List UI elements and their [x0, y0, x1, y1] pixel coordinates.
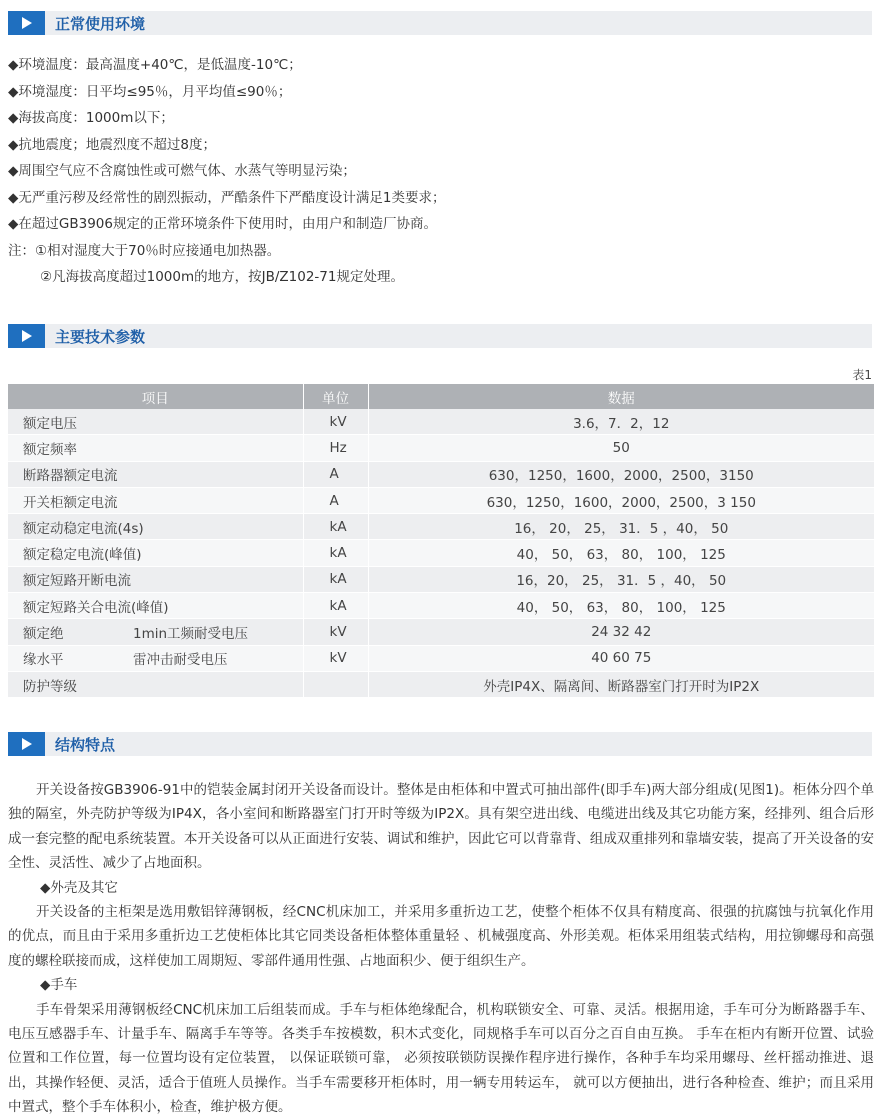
structure-body: [8, 778, 874, 1120]
cell-data: 630，1250，1600，2000，2500，3150: [368, 461, 874, 487]
cell-data: 40， 50， 63， 80， 100， 125: [368, 593, 874, 619]
table-row-insulation-2: [8, 645, 874, 671]
env-item: ◆环境湿度：日平均≤95％，月平均值≤90％；: [8, 83, 292, 100]
cell-data: 3.6，7．2，12: [368, 409, 874, 435]
cell-unit: kA: [303, 593, 368, 619]
table-row: [8, 409, 874, 435]
env-item: ◆抗地震度；地震烈度不超过8度；: [8, 136, 216, 153]
cell-data: 630，1250，1600，2000，2500，3 150: [368, 487, 874, 513]
cell-unit: kV: [303, 409, 368, 435]
table-row: [8, 487, 874, 513]
cell-item: 防护等级: [8, 671, 303, 697]
cell-item: 额定动稳定电流(4s): [8, 514, 303, 540]
insulation-label-bottom: 缘水平: [23, 652, 64, 669]
play-arrow-icon: [8, 324, 45, 348]
table-row: [8, 540, 874, 566]
env-item: ◆在超过GB3906规定的正常环境条件下使用时，由用户和制造厂协商。: [8, 216, 437, 232]
table-caption: 表1: [852, 368, 872, 382]
cell-data: 16， 20， 25， 31．5 ，40， 50: [368, 514, 874, 540]
cell-unit: kV: [303, 645, 368, 671]
env-item: ◆周围空气应不含腐蚀性或可燃气体、水蒸气等明显污染；: [8, 163, 356, 179]
cell-data: 外壳IP4X、隔离间、断路器室门打开时为IP2X: [368, 671, 874, 697]
table-row: [8, 514, 874, 540]
cell-unit: kA: [303, 540, 368, 566]
cell-item: 断路器额定电流: [8, 461, 303, 487]
section-header-tech-params: [8, 324, 872, 348]
cell-unit: Hz: [303, 435, 368, 461]
note-text: ②凡海拔高度超过1000m的地方，按JB/Z102-71规定处理。: [40, 269, 404, 285]
section-title: 主要技术参数: [55, 327, 146, 346]
header-unit: 单位: [303, 384, 368, 409]
cell-unit: [303, 671, 368, 697]
section-title: 结构特点: [55, 735, 116, 754]
subheading: ◆手车: [40, 977, 78, 994]
cell-item: 开关柜额定电流: [8, 487, 303, 513]
header-item: 项目: [8, 384, 303, 409]
section-header-environment: [8, 11, 872, 35]
cell-item: 额定短路开断电流: [8, 566, 303, 592]
cell-item: 额定短路关合电流(峰值): [8, 593, 303, 619]
cell-item: 额定频率: [8, 435, 303, 461]
note-line: [8, 264, 868, 291]
play-arrow-icon: [8, 11, 45, 35]
env-item: ◆环境温度：最高温度+40℃，是低温度-10℃；: [8, 57, 302, 73]
section-title: 正常使用环境: [55, 14, 146, 33]
table-row: [8, 671, 874, 697]
table-header-row: [8, 384, 874, 409]
env-item: ◆无严重污秽及经常性的剧烈振动，严酷条件下严酷度设计满足1类要求；: [8, 189, 446, 206]
insulation-label-top: 额定绝: [23, 626, 64, 643]
insulation-sub-label: 雷冲击耐受电压: [133, 652, 228, 669]
paragraph: 开关设备的主柜架是选用敷铝锌薄钢板，经CNC机床加工，并采用多重折边工艺，使整个柜体不仅具有精度高、很强的抗腐蚀与抗氧化作用的优点，而且由于采用多重折边工艺使柜体比其它同类设备柜体整体重量轻 、机械强度高、外形美观。柜体采用组装式结构，用拉铆螺母和高强度的螺栓联接而成，这样使加工周期短、零部件通用性强、占地面积少、便于组织生产。: [8, 904, 874, 969]
subheading: ◆外壳及其它: [40, 879, 118, 896]
note-line: 注：①相对湿度大于70％时应接通电加热器。: [8, 242, 281, 259]
cell-item: 额定电压: [8, 409, 303, 435]
cell-data: 16，20， 25， 31．5 ，40， 50: [368, 566, 874, 592]
spec-table: [8, 384, 874, 698]
table-row: [8, 593, 874, 619]
cell-unit: A: [303, 487, 368, 513]
insulation-sub-label: 1min工频耐受电压: [133, 626, 249, 643]
table-row: [8, 461, 874, 487]
table-row: [8, 435, 874, 461]
section-header-structure: [8, 732, 872, 756]
environment-list: [8, 52, 868, 291]
cell-unit: kA: [303, 566, 368, 592]
cell-item: 额定稳定电流(峰值): [8, 540, 303, 566]
cell-unit: kV: [303, 619, 368, 645]
cell-data: 50: [368, 435, 874, 461]
cell-data: 40 60 75: [368, 645, 874, 671]
header-data: 数据: [368, 384, 874, 409]
cell-data: 24 32 42: [368, 619, 874, 645]
table-row: [8, 566, 874, 592]
table-row-insulation-1: [8, 619, 874, 645]
env-item: ◆海拔高度：1000m以下；: [8, 110, 174, 126]
paragraph: 开关设备按GB3906-91中的铠装金属封闭开关设备而设计。整体是由柜体和中置式可抽出部件(即手车)两大部分组成(见图1)。柜体分四个单独的隔室，外壳防护等级为IP4X，各小室间和断路器室门打开时等级为IP2X。具有架空进出线、电缆进出线及其它功能方案，经排列、组合后形成一套完整的配电系统装置。本开关设备可以从正面进行安装、调试和维护，因此它可以背靠背、组成双重排列和靠墙安装，提高了开关设备的安全性、灵活性、减少了占地面积。: [8, 782, 874, 872]
paragraph: 手车骨架采用薄钢板经CNC机床加工后组装而成。手车与柜体绝缘配合，机构联锁安全、可靠、灵活。根据用途，手车可分为断路器手车、电压互感器手车、计量手车、隔离手车等等。各类手车按模数，积木式变化，同规格手车可以百分之百自由互换。 手车在柜内有断开位置、试验位置和工作位置，每一位置均设有定位装置， 以保证联锁可靠， 必须按联锁防误操作程序进行操作，各种手车均采用螺母、丝杆摇动推进、退出，其操作轻便、灵活，适合于值班人员操作。当手车需要移开柜体时，用一辆专用转运车， 就可以方便抽出，进行各种检查、维护；而且采用中置式，整个手车体积小，检查，维护极方便。: [8, 1001, 874, 1116]
cell-unit: kA: [303, 514, 368, 540]
cell-data: 40， 50， 63， 80， 100， 125: [368, 540, 874, 566]
cell-unit: A: [303, 461, 368, 487]
play-arrow-icon: [8, 732, 45, 756]
